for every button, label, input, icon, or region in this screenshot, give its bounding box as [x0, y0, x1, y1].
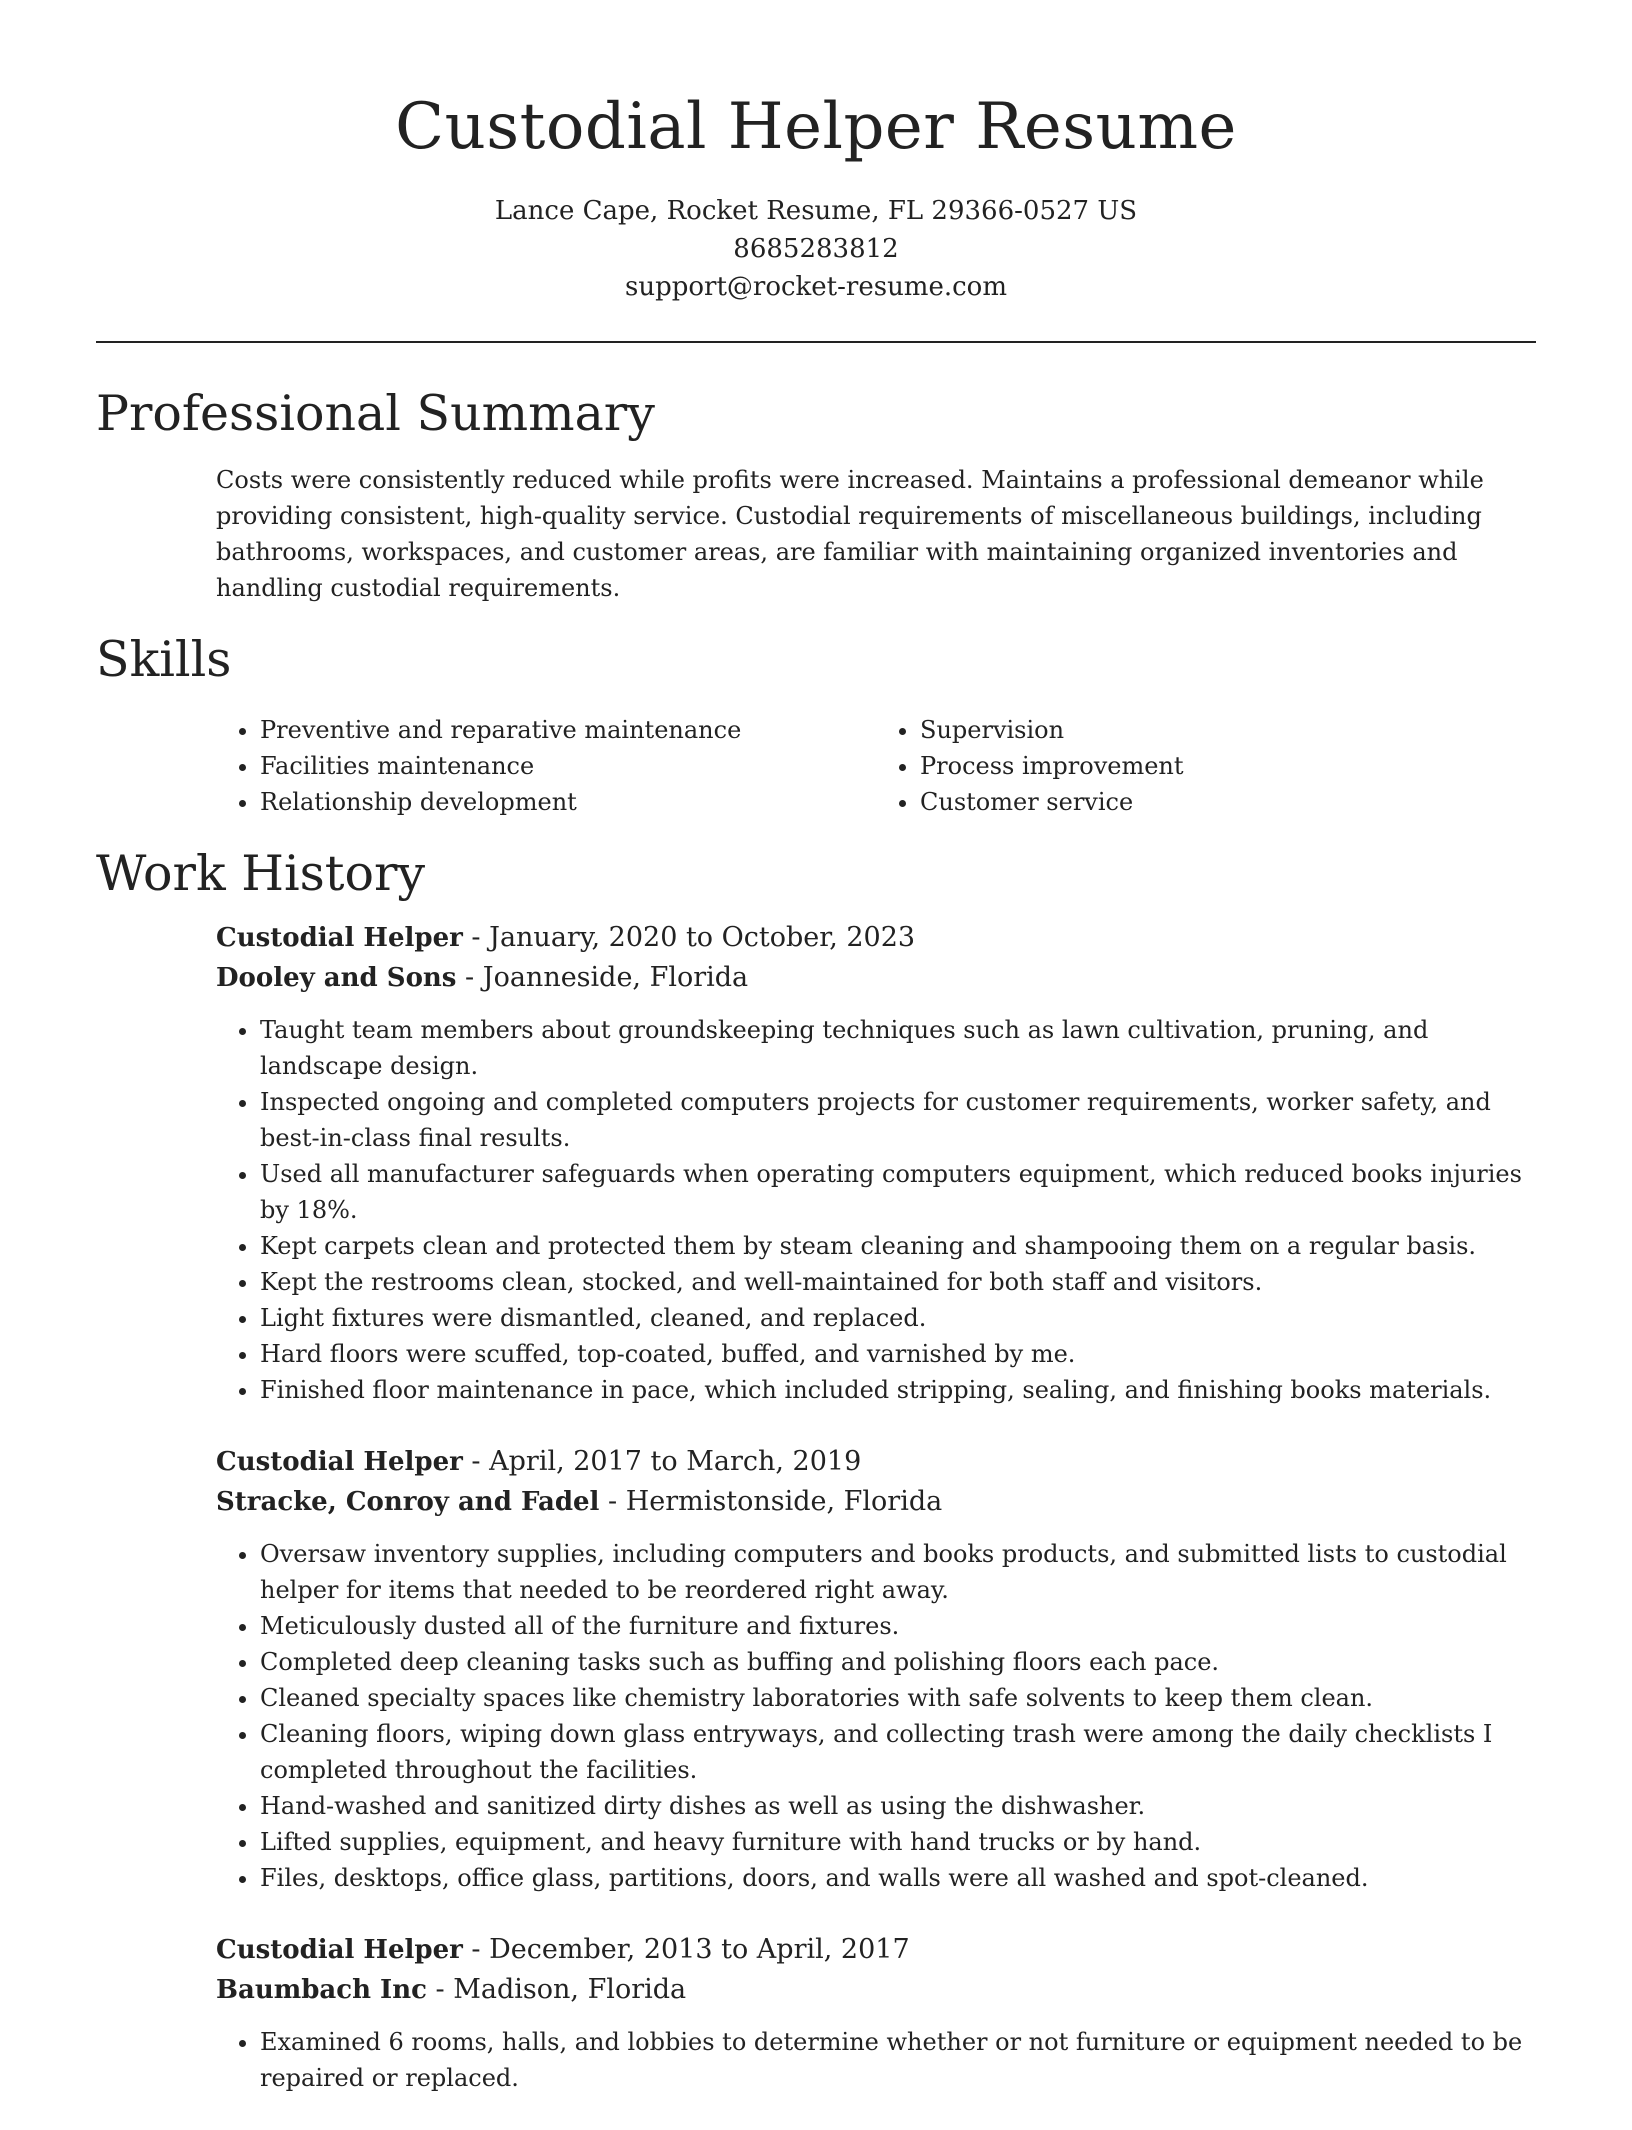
skills-list: [216, 712, 1536, 820]
job-bullet: • Files, desktops, office glass, partitions, doors, and walls were all washed and spot-cleaned.: [260, 1860, 1536, 1896]
job-title-line: Custodial Helper - January, 2020 to October, 2023: [216, 922, 916, 953]
contact-address: Lance Cape, Rocket Resume, FL 29366-0527 US: [494, 196, 1138, 226]
job-bullet: • Light fixtures were dismantled, cleaned, and replaced.: [260, 1300, 1536, 1336]
skills-heading: Skills: [96, 631, 232, 688]
job-dates: December, 2013 to April, 2017: [489, 1934, 910, 1965]
skill-item: • Relationship development: [260, 784, 876, 820]
job-dates: January, 2020 to October, 2023: [489, 922, 916, 953]
resume-title: Custodial Helper Resume: [395, 90, 1237, 164]
job-bullet: • Lifted supplies, equipment, and heavy furniture with hand trucks or by hand.: [260, 1824, 1536, 1860]
summary-text: Costs were consistently reduced while profits were increased. Maintains a professional demeanor while providing consistent, high-quality service. Custodial requirements of miscellaneous buildings, including bathrooms, workspaces, and customer areas, are familiar with maintaining organized inventories and handling custodial requirements.: [216, 466, 1484, 602]
job-location: Hermistonside, Florida: [625, 1486, 943, 1517]
resume-body: [96, 380, 1536, 2130]
skill-item: • Facilities maintenance: [260, 748, 876, 784]
job-bullet: • Kept carpets clean and protected them by steam cleaning and shampooing them on a regular basis.: [260, 1228, 1536, 1264]
job-bullet: • Inspected ongoing and completed computers projects for customer requirements, worker safety, and best-in-class final results.: [260, 1084, 1536, 1156]
job-bullet: • Hand-washed and sanitized dirty dishes as well as using the dishwasher.: [260, 1788, 1536, 1824]
skill-item: • Customer service: [920, 784, 1536, 820]
skill-item: • Preventive and reparative maintenance: [260, 712, 876, 748]
work-history-section: [96, 840, 1536, 2096]
job-title-line: Custodial Helper - April, 2017 to March, 2019: [216, 1446, 862, 1477]
job-bullets: [216, 2024, 1536, 2096]
job-bullet: • Cleaning floors, wiping down glass entryways, and collecting trash were among the daily checklists I completed throughout the facilities.: [260, 1716, 1536, 1788]
job-bullet: • Hard floors were scuffed, top-coated, buffed, and varnished by me.: [260, 1336, 1536, 1372]
job-company: Stracke, Conroy and Fadel: [216, 1487, 600, 1517]
job-bullet: • Taught team members about groundskeeping techniques such as lawn cultivation, pruning, and landscape design.: [260, 1012, 1536, 1084]
job-location: Joanneside, Florida: [482, 962, 749, 993]
job-dates: April, 2017 to March, 2019: [489, 1446, 862, 1477]
skills-section: [96, 626, 1536, 820]
summary-section: [96, 380, 1536, 606]
contact-email: support@rocket-resume.com: [624, 272, 1007, 302]
job-bullet: • Cleaned specialty spaces like chemistry laboratories with safe solvents to keep them clean.: [260, 1680, 1536, 1716]
job-title: Custodial Helper: [216, 923, 463, 953]
job-bullet: • Examined 6 rooms, halls, and lobbies to determine whether or not furniture or equipment needed to be repaired or replaced.: [260, 2024, 1536, 2096]
skill-item: • Supervision: [920, 712, 1536, 748]
job-bullet: • Meticulously dusted all of the furniture and fixtures.: [260, 1608, 1536, 1644]
job-entry: [216, 1442, 1536, 1896]
job-bullet: • Used all manufacturer safeguards when operating computers equipment, which reduced books injuries by 18%.: [260, 1156, 1536, 1228]
contact-block: [0, 192, 1632, 306]
work-history-heading: Work History: [96, 845, 426, 902]
skills-column-right: [876, 712, 1536, 820]
job-entry: [216, 1930, 1536, 2096]
job-company-line: Dooley and Sons - Joanneside, Florida: [216, 962, 749, 993]
job-bullets: [216, 1536, 1536, 1896]
job-bullet: • Finished floor maintenance in pace, which included stripping, sealing, and finishing books materials.: [260, 1372, 1536, 1408]
job-bullet: • Kept the restrooms clean, stocked, and well-maintained for both staff and visitors.: [260, 1264, 1536, 1300]
contact-phone: 8685283812: [733, 234, 899, 264]
summary-heading: Professional Summary: [96, 385, 655, 442]
job-company: Baumbach Inc: [216, 1975, 427, 2005]
job-entry: [216, 918, 1536, 1408]
skill-item: • Process improvement: [920, 748, 1536, 784]
resume-header: [0, 0, 1632, 306]
job-company: Dooley and Sons: [216, 963, 457, 993]
skills-column-left: [216, 712, 876, 820]
header-divider: [96, 341, 1536, 343]
job-title-line: Custodial Helper - December, 2013 to April, 2017: [216, 1934, 910, 1965]
job-company-line: Baumbach Inc - Madison, Florida: [216, 1974, 687, 2005]
job-bullets: [216, 1012, 1536, 1408]
job-bullet: • Oversaw inventory supplies, including computers and books products, and submitted lists to custodial helper for items that needed to be reordered right away.: [260, 1536, 1536, 1608]
job-title: Custodial Helper: [216, 1935, 463, 1965]
job-location: Madison, Florida: [453, 1974, 687, 2005]
job-company-line: Stracke, Conroy and Fadel - Hermistonside, Florida: [216, 1486, 943, 1517]
job-title: Custodial Helper: [216, 1447, 463, 1477]
job-bullet: • Completed deep cleaning tasks such as buffing and polishing floors each pace.: [260, 1644, 1536, 1680]
